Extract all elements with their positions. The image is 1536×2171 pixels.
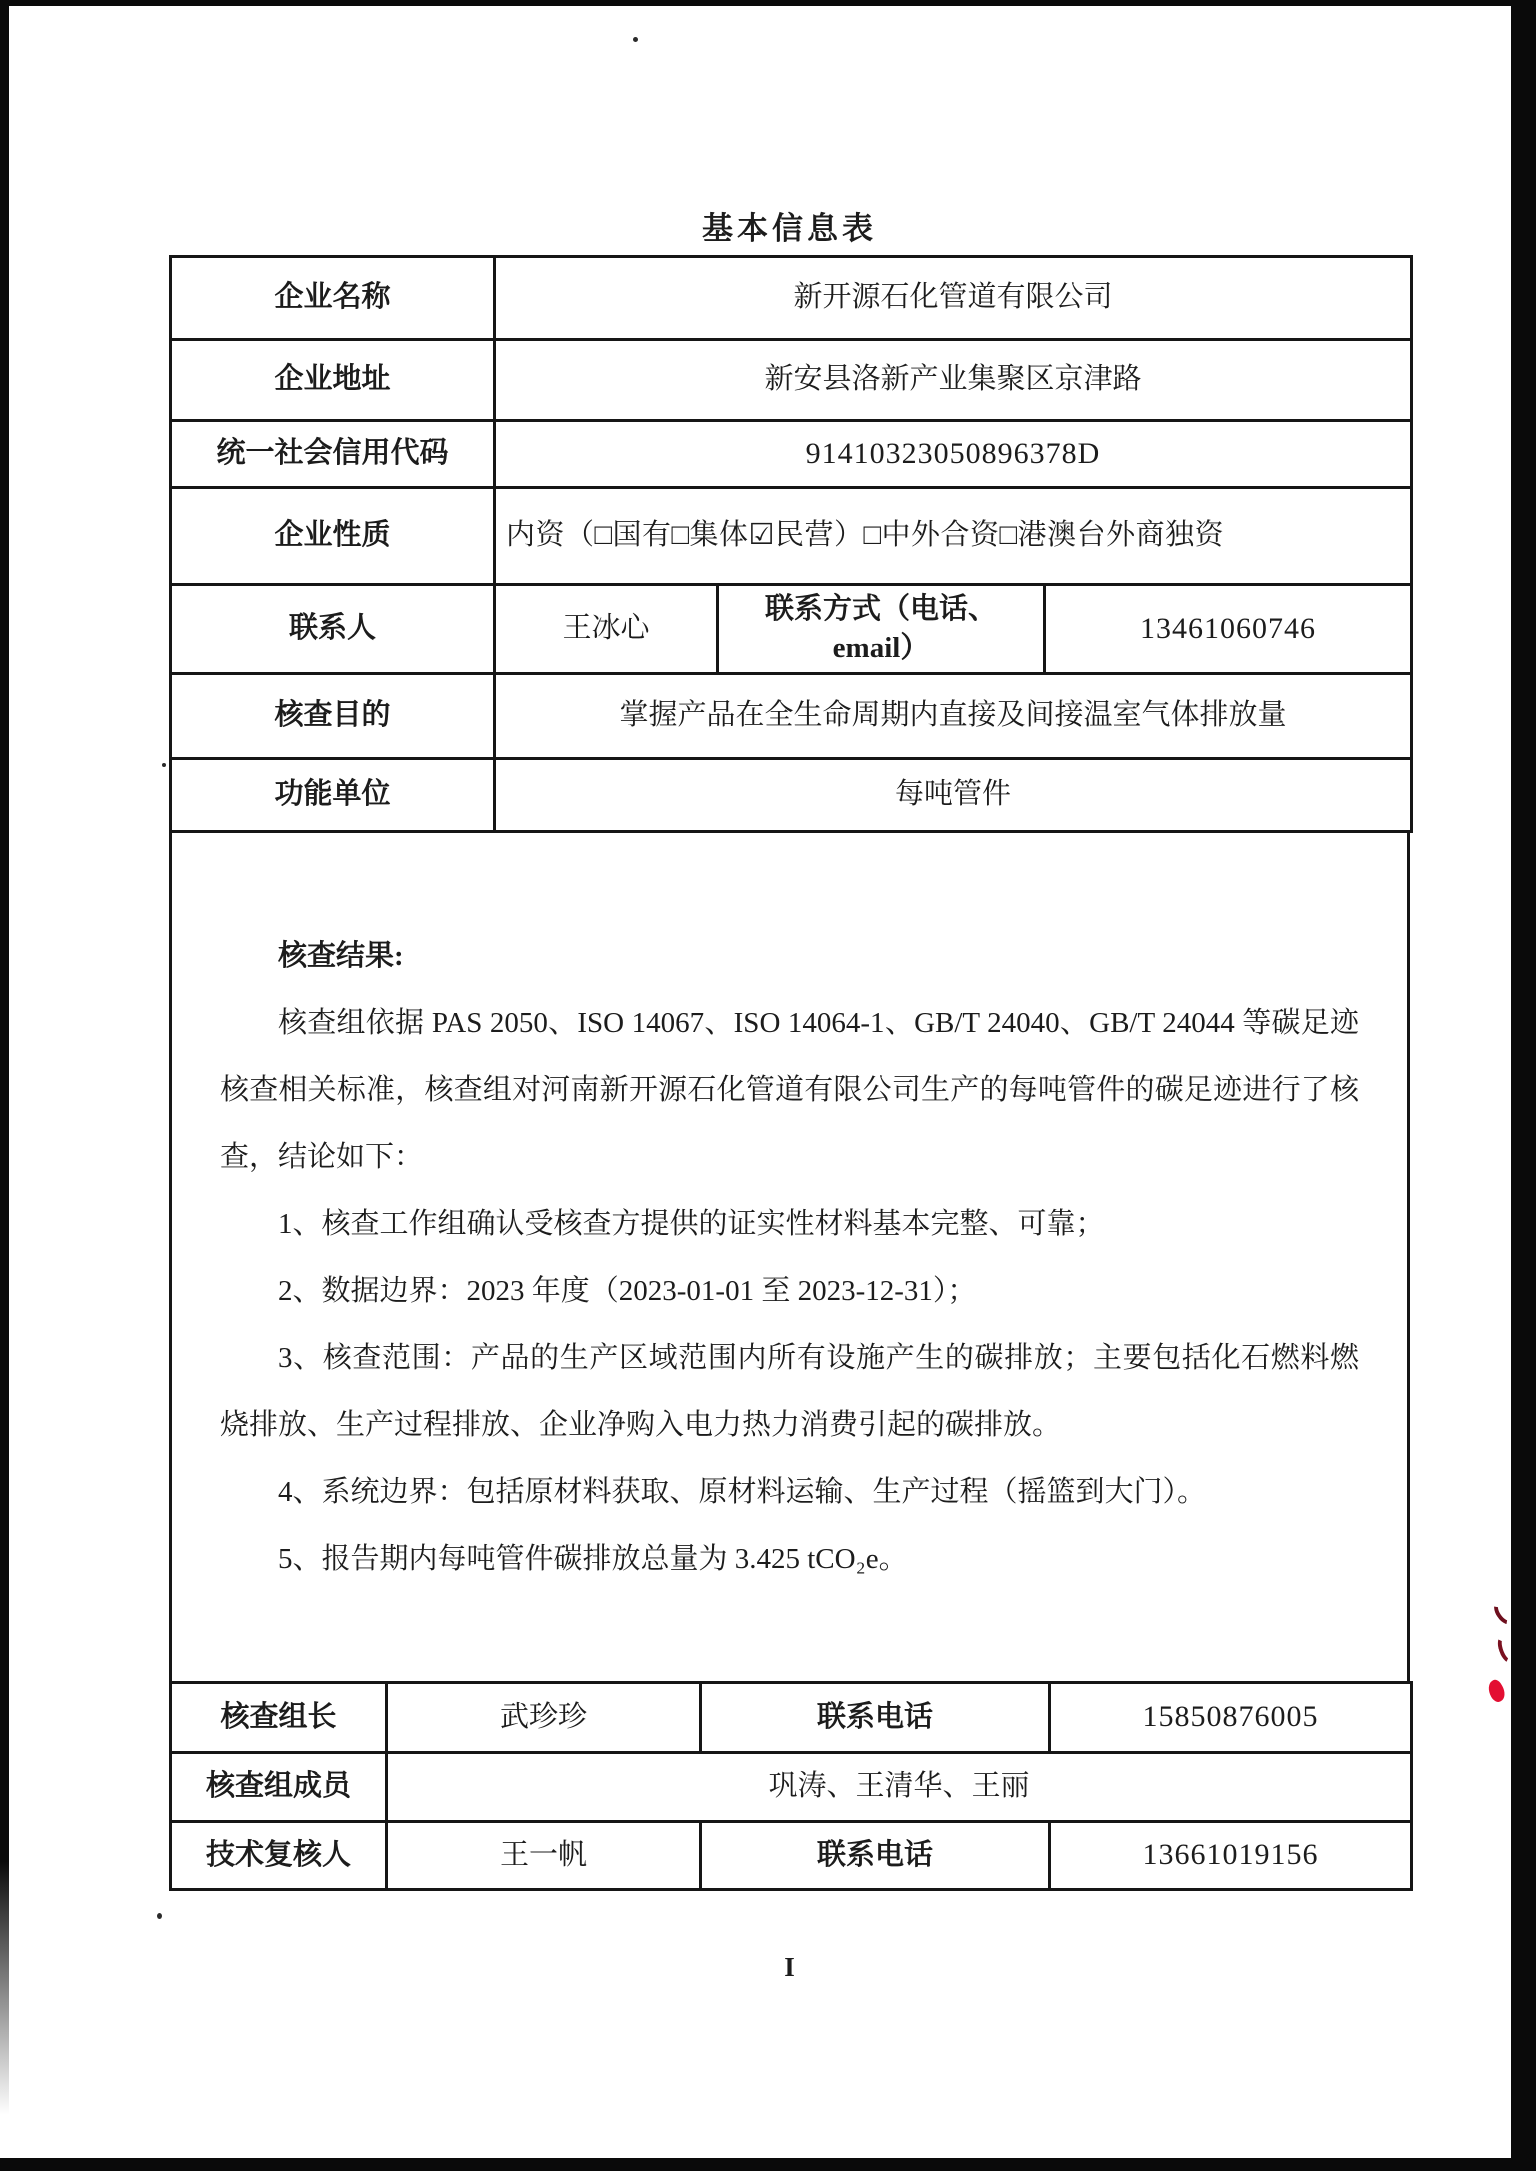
table-row xyxy=(171,1753,1412,1822)
scan-border-left xyxy=(0,0,9,2115)
contact-phone-value: 13461060746 xyxy=(1045,585,1412,674)
ink-speck xyxy=(162,763,166,767)
results-heading: 核查结果: xyxy=(278,940,404,972)
leader-phone-value: 15850876005 xyxy=(1050,1683,1412,1753)
leader-phone-label: 联系电话 xyxy=(701,1683,1050,1753)
verification-purpose-label: 核查目的 xyxy=(171,674,495,759)
table-row xyxy=(171,585,1412,674)
table-row xyxy=(171,488,1412,585)
credit-code-value: 91410323050896378D xyxy=(495,421,1412,488)
table-row xyxy=(171,674,1412,759)
team-members-label: 核查组成员 xyxy=(171,1753,387,1822)
results-item-1: 1、核查工作组确认受核查方提供的证实性材料基本完整、可靠； xyxy=(278,1208,1105,1240)
technical-reviewer-label: 技术复核人 xyxy=(171,1822,387,1890)
basic-info-table xyxy=(169,255,1413,833)
enterprise-nature-label: 企业性质 xyxy=(171,488,495,585)
table-row xyxy=(171,1683,1412,1753)
table-row xyxy=(171,257,1412,340)
results-item-2: 2、数据边界：2023 年度（2023-01-01 至 2023-12-31）； xyxy=(278,1275,977,1307)
scan-border-right xyxy=(1511,0,1536,2171)
scan-border-bottom xyxy=(0,2158,1536,2171)
address-value: 新安县洛新产业集聚区京津路 xyxy=(495,340,1412,421)
reviewer-phone-value: 13661019156 xyxy=(1050,1822,1412,1890)
table-row xyxy=(171,340,1412,421)
functional-unit-label: 功能单位 xyxy=(171,759,495,832)
address-label: 企业地址 xyxy=(171,340,495,421)
scan-border-top xyxy=(0,0,1536,6)
team-leader-label: 核查组长 xyxy=(171,1683,387,1753)
results-intro-paragraph: 核查组依据 PAS 2050、ISO 14067、ISO 14064-1、GB/T 24040、GB/T 24044 等碳足迹核查相关标准，核查组对河南新开源石化管道有限公司生产的每吨管件的碳足迹进行了核查，结论如下： xyxy=(220,1007,1359,1173)
ink-speck xyxy=(157,1913,162,1919)
results-item-3: 3、核查范围：产品的生产区域范围内所有设施产生的碳排放；主要包括化石燃料燃烧排放、生产过程排放、企业净购入电力热力消费引起的碳排放。 xyxy=(220,1342,1359,1441)
team-leader-name: 武珍珍 xyxy=(387,1683,701,1753)
verification-purpose-value: 掌握产品在全生命周期内直接及间接温室气体排放量 xyxy=(495,674,1412,759)
contact-person-label: 联系人 xyxy=(171,585,495,674)
contact-person-name: 王冰心 xyxy=(495,585,718,674)
verification-results-section xyxy=(169,833,1410,1681)
ink-speck xyxy=(633,37,638,42)
page-number: I xyxy=(784,1952,795,1982)
company-name-label: 企业名称 xyxy=(171,257,495,340)
company-name-value: 新开源石化管道有限公司 xyxy=(495,257,1412,340)
verification-team-table xyxy=(169,1681,1413,1891)
team-members-value: 巩涛、王清华、王丽 xyxy=(387,1753,1412,1822)
enterprise-nature-checkboxes: 内资（□国有□集体☑民营）□中外合资□港澳台外商独资 xyxy=(495,488,1412,585)
page-title: 基本信息表 xyxy=(702,211,877,246)
table-row xyxy=(171,421,1412,488)
contact-method-label: 联系方式（电话、email） xyxy=(718,585,1045,674)
document-sheet xyxy=(169,255,1410,1891)
results-item-5: 5、报告期内每吨管件碳排放总量为 3.425 tCO₂e。 xyxy=(278,1543,908,1575)
reviewer-phone-label: 联系电话 xyxy=(701,1822,1050,1890)
red-pen-mark xyxy=(1485,1678,1509,1705)
functional-unit-value: 每吨管件 xyxy=(495,759,1412,832)
table-row xyxy=(171,759,1412,832)
results-item-4: 4、系统边界：包括原材料获取、原材料运输、生产过程（摇篮到大门）。 xyxy=(278,1476,1207,1508)
table-row xyxy=(171,1822,1412,1890)
credit-code-label: 统一社会信用代码 xyxy=(171,421,495,488)
technical-reviewer-name: 王一帆 xyxy=(387,1822,701,1890)
